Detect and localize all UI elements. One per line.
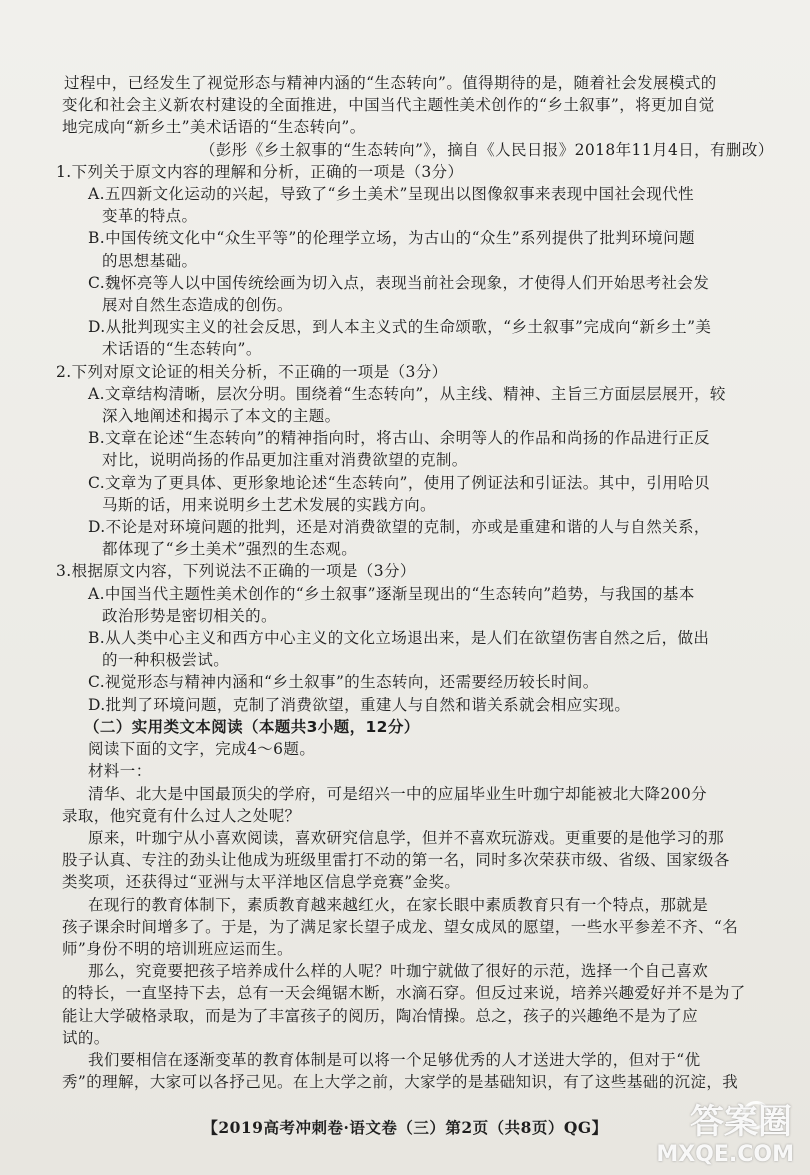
text-line: 变化和社会主义新农村建设的全面推进，中国当代主题性美术创作的“乡土叙事”，将更加自觉	[62, 96, 715, 115]
option-1a: A.五四新文化运动的兴起，导致了“乡土美术”呈现出以图像叙事来表现中国社会现代性	[88, 185, 694, 204]
text-line: 孩子课余时间增多了。于是，为了满足家长望子成龙、望女成凤的愿望，一些水平参差不齐、“名	[62, 917, 739, 936]
text-line: 清华、北大是中国最顶尖的学府，可是绍兴一中的应届毕业生叶珈宁却能被北大降200分	[88, 784, 708, 803]
option-3a-cont: 政治形势是密切相关的。	[102, 606, 277, 625]
option-3a: A.中国当代主题性美术创作的“乡土叙事”逐渐呈现出的“生态转向”趋势，与我国的基本	[88, 584, 695, 603]
watermark-bottom-text: MXQE.COM	[656, 1142, 794, 1167]
page-text	[0, 72, 810, 1093]
option-2a: A.文章结构清晰，层次分明。围绕着“生态转向”，从主线、精神、主旨三方面层层展开，较	[88, 384, 726, 403]
option-3c: C.视觉形态与精神内涵和“乡土叙事”的生态转向，还需要经历较长时间。	[88, 673, 599, 692]
option-3b-cont: 的一种积极尝试。	[102, 651, 230, 670]
text-line: 股子认真、专注的劲头让他成为班级里雷打不动的第一名，同时多次荣获市级、省级、国家级各	[62, 851, 730, 870]
material-label: 材料一：	[88, 762, 152, 781]
section-heading: （二）实用类文本阅读（本题共3小题，12分）	[84, 717, 420, 736]
text-line: 秀”的理解，大家可以各抒己见。在上大学之前，大家学的是基础知识，有了这些基础的沉淀，我	[62, 1073, 739, 1092]
watermark-top-text: 答案圈	[690, 1102, 792, 1142]
text-line: 试的。	[62, 1028, 110, 1047]
text-line: 过程中，已经发生了视觉形态与精神内涵的“生态转向”。值得期待的是，随着社会发展模式的	[64, 74, 717, 92]
source-citation: （彭彤《乡土叙事的“生态转向”》，摘自《人民日报》2018年11月4日，有删改）	[200, 140, 774, 159]
option-2c: C.文章为了更具体、更形象地论述“生态转向”，使用了例证法和引证法。其中，引用哈贝	[88, 473, 710, 492]
text-line: 原来，叶珈宁从小喜欢阅读，喜欢研究信息学，但并不喜欢玩游戏。更重要的是他学习的那	[88, 828, 725, 847]
option-2d-cont: 都体现了“乡土美术”强烈的生态观。	[102, 540, 358, 559]
text-line: 我们要相信在逐渐变革的教育体制是可以将一个足够优秀的人才送进大学的，但对于“优	[88, 1050, 701, 1069]
option-2a-cont: 深入地阐述和揭示了本文的主题。	[102, 407, 341, 426]
instruction: 阅读下面的文字，完成4～6题。	[88, 740, 316, 759]
text-line: 师”身份不明的培训班应运而生。	[62, 939, 293, 958]
text-line: 那么，究竟要把孩子培养成什么样的人呢？叶珈宁就做了很好的示范，选择一个自己喜欢	[88, 962, 709, 981]
option-2c-cont: 马斯的话，用来说明乡土艺术发展的实践方向。	[102, 495, 436, 514]
option-3d: D.批判了环境问题，克制了消费欲望，重建人与自然和谐关系就会相应实现。	[88, 695, 631, 714]
option-1c-cont: 展对自然生态造成的创伤。	[102, 296, 293, 315]
option-1a-cont: 变革的特点。	[102, 207, 198, 226]
text-line: 类奖项，还获得过“亚洲与太平洋地区信息学竞赛”金奖。	[62, 873, 461, 892]
text-line: 能让大学破格录取，而是为了丰富孩子的阅历，陶冶情操。总之，孩子的兴趣绝不是为了应	[62, 1006, 699, 1025]
option-2b-cont: 对比，说明尚扬的作品更加注重对消费欲望的克制。	[102, 451, 468, 470]
text-line: 录取，他究竟有什么过人之处呢？	[62, 806, 301, 825]
option-1b: B.中国传统文化中“众生平等”的伦理学立场，为古山的“众生”系列提供了批判环境问题	[88, 229, 695, 248]
option-1c: C.魏怀亮等人以中国传统绘画为切入点，表现当前社会现象，才使得人们开始思考社会发	[88, 273, 710, 292]
question-3: 3.根据原文内容，下列说法不正确的一项是（3分）	[56, 562, 416, 581]
text-line: 的特长，一直坚持下去，总有一天会绳锯木断，水滴石穿。但反过来说，培养兴趣爱好并不是为了	[62, 984, 746, 1003]
watermark-logo	[650, 1099, 800, 1169]
option-1d: D.从批判现实主义的社会反思，到人本主义式的生命颂歌，“乡土叙事”完成向“新乡土”美	[88, 318, 712, 337]
question-1: 1.下列关于原文内容的理解和分析，正确的一项是（3分）	[56, 162, 464, 181]
footer-text: 【2019高考冲刺卷·语文卷（三）第2页（共8页）QG】	[202, 1118, 608, 1137]
option-2d: D.不论是对环境问题的批判，还是对消费欲望的克制，亦或是重建和谐的人与自然关系，	[88, 518, 710, 537]
text-line: 地完成向“新乡土”美术话语的“生态转向”。	[62, 118, 366, 137]
option-3b: B.从人类中心主义和西方中心主义的文化立场退出来，是人们在欲望伤害自然之后，做出	[88, 629, 710, 648]
option-1d-cont: 术话语的“生态转向”。	[102, 340, 262, 359]
option-1b-cont: 的思想基础。	[102, 251, 198, 270]
text-line: 在现行的教育体制下，素质教育越来越红火，在家长眼中素质教育只有一个特点，那就是	[88, 895, 709, 914]
question-2: 2.下列对原文论证的相关分析，不正确的一项是（3分）	[56, 362, 448, 381]
option-2b: B.文章在论述“生态转向”的精神指向时，将古山、余明等人的作品和尚扬的作品进行正反	[88, 429, 711, 448]
